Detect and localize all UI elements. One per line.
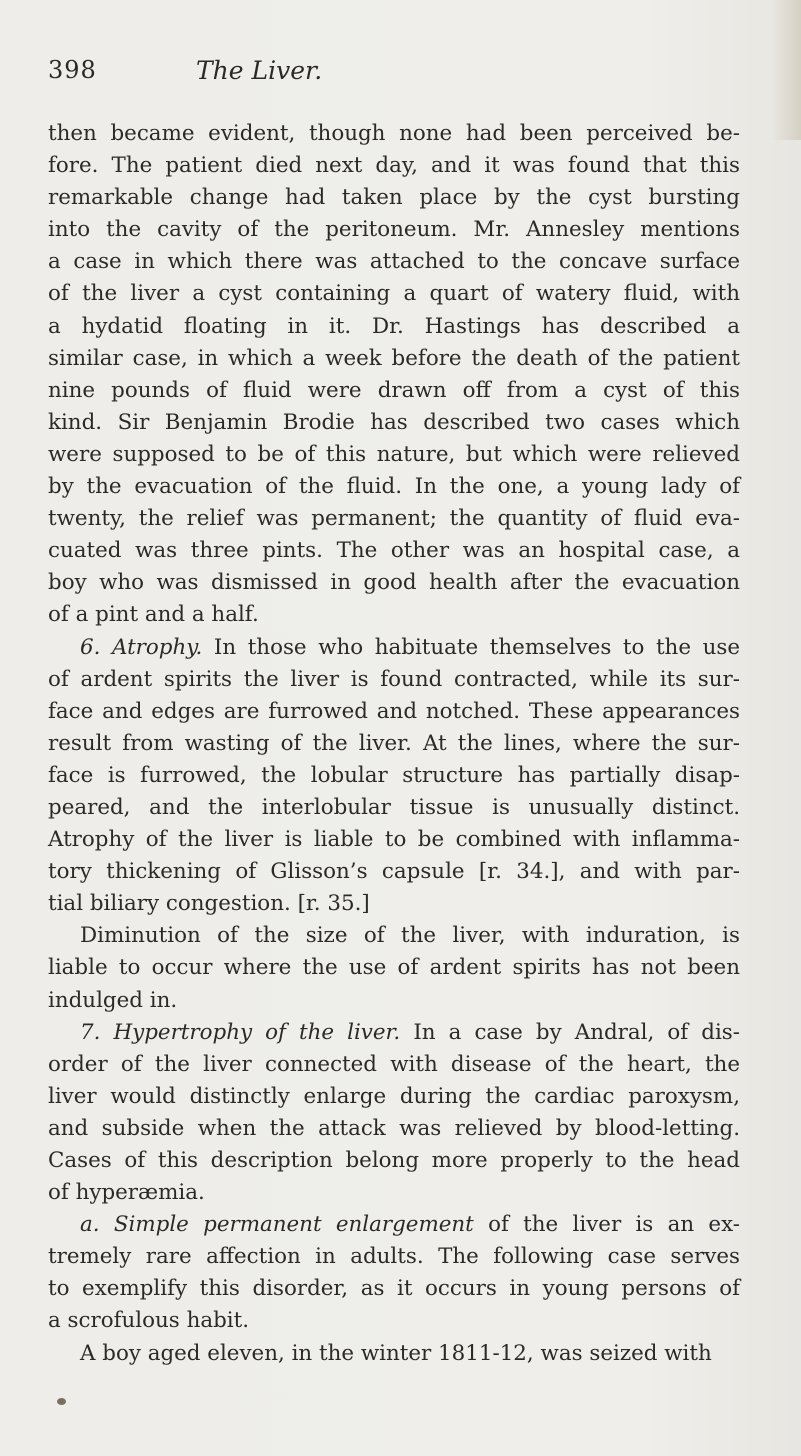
- text-line: of the liver a cyst containing a quart of watery fluid, with: [48, 281, 740, 307]
- text-line: of ardent spirits the liver is found contracted, while its sur-: [48, 666, 740, 692]
- paragraph-case-boy: [48, 1338, 740, 1370]
- text-line: twenty, the relief was permanent; the quantity of fluid eva-: [48, 506, 740, 532]
- text-line: tory thickening of Glisson’s capsule [r. 34.], and with par-: [48, 859, 740, 885]
- text-line: A boy aged eleven, in the winter 1811-12, was seized with: [80, 1340, 712, 1366]
- text-line: order of the liver connected with disease of the heart, the: [48, 1051, 740, 1077]
- text-line: 6. Atrophy. In those who habituate themselves to the use: [80, 634, 740, 660]
- paragraph-hypertrophy: [48, 1017, 740, 1210]
- text-line: nine pounds of fluid were drawn off from a cyst of this: [48, 377, 740, 403]
- text-line: a case in which there was attached to the concave surface: [48, 249, 740, 275]
- ink-speck: [57, 1398, 66, 1405]
- text-line: of hyperæmia.: [48, 1180, 205, 1206]
- text-line: 7. Hypertrophy of the liver. In a case by Andral, of dis-: [80, 1019, 740, 1045]
- text-line: to exemplify this disorder, as it occurs in young persons of: [48, 1276, 740, 1302]
- text-line: face is furrowed, the lobular structure has partially disap-: [48, 762, 740, 788]
- text-line: a scrofulous habit.: [48, 1308, 250, 1334]
- text-line: into the cavity of the peritoneum. Mr. Annesley mentions: [48, 217, 740, 243]
- text-line: were supposed to be of this nature, but which were relieved: [48, 441, 740, 467]
- text-line: cuated was three pints. The other was an hospital case, a: [48, 538, 740, 564]
- text-line: a. Simple permanent enlargement of the liver is an ex-: [80, 1212, 740, 1238]
- text-line: Diminution of the size of the liver, with induration, is: [80, 923, 740, 949]
- text-line: similar case, in which a week before the death of the patient: [48, 345, 740, 371]
- paragraph-simple-enlargement: [48, 1209, 740, 1337]
- paragraph-hydatid-cyst: [48, 118, 740, 632]
- page-number: 398: [48, 56, 97, 84]
- text-line: liable to occur where the use of ardent spirits has not been: [48, 955, 740, 981]
- text-line: tial biliary congestion. [r. 35.]: [48, 891, 370, 917]
- text-line: of a pint and a half.: [48, 602, 259, 628]
- paragraph-diminution: [48, 920, 740, 1016]
- section-heading: 7. Hypertrophy of the liver.: [80, 1019, 401, 1045]
- paragraph-atrophy: [48, 632, 740, 921]
- section-heading: 6. Atrophy.: [80, 634, 203, 660]
- text-line: Atrophy of the liver is liable to be combined with inflamma-: [48, 827, 740, 853]
- body-text: [48, 118, 740, 1370]
- section-heading: a. Simple permanent enlargement: [80, 1212, 474, 1238]
- page-header: [48, 56, 750, 96]
- text-line: Cases of this description belong more properly to the head: [48, 1148, 740, 1173]
- text-line: and subside when the attack was relieved by blood-letting.: [48, 1115, 740, 1141]
- text-line: tremely rare affection in adults. The following case serves: [48, 1244, 740, 1270]
- text-line: result from wasting of the liver. At the lines, where the sur-: [48, 730, 740, 756]
- text-line: indulged in.: [48, 987, 178, 1013]
- text-line: liver would distinctly enlarge during the cardiac paroxysm,: [48, 1083, 740, 1109]
- text-line: face and edges are furrowed and notched. These appearances: [48, 698, 740, 724]
- text-line: a hydatid floating in it. Dr. Hastings has described a: [48, 313, 740, 339]
- running-head: The Liver.: [196, 56, 323, 85]
- text-line: boy who was dismissed in good health after the evacuation: [48, 570, 740, 596]
- text-line: fore. The patient died next day, and it was found that this: [48, 153, 740, 179]
- text-line: kind. Sir Benjamin Brodie has described two cases which: [48, 409, 740, 435]
- text-line: peared, and the interlobular tissue is unusually distinct.: [48, 794, 740, 820]
- text-line: remarkable change had taken place by the cyst bursting: [48, 185, 740, 211]
- text-line: then became evident, though none had been perceived be-: [48, 121, 740, 146]
- page-edge-shadow: [771, 0, 801, 140]
- text-line: by the evacuation of the fluid. In the one, a young lady of: [48, 474, 740, 500]
